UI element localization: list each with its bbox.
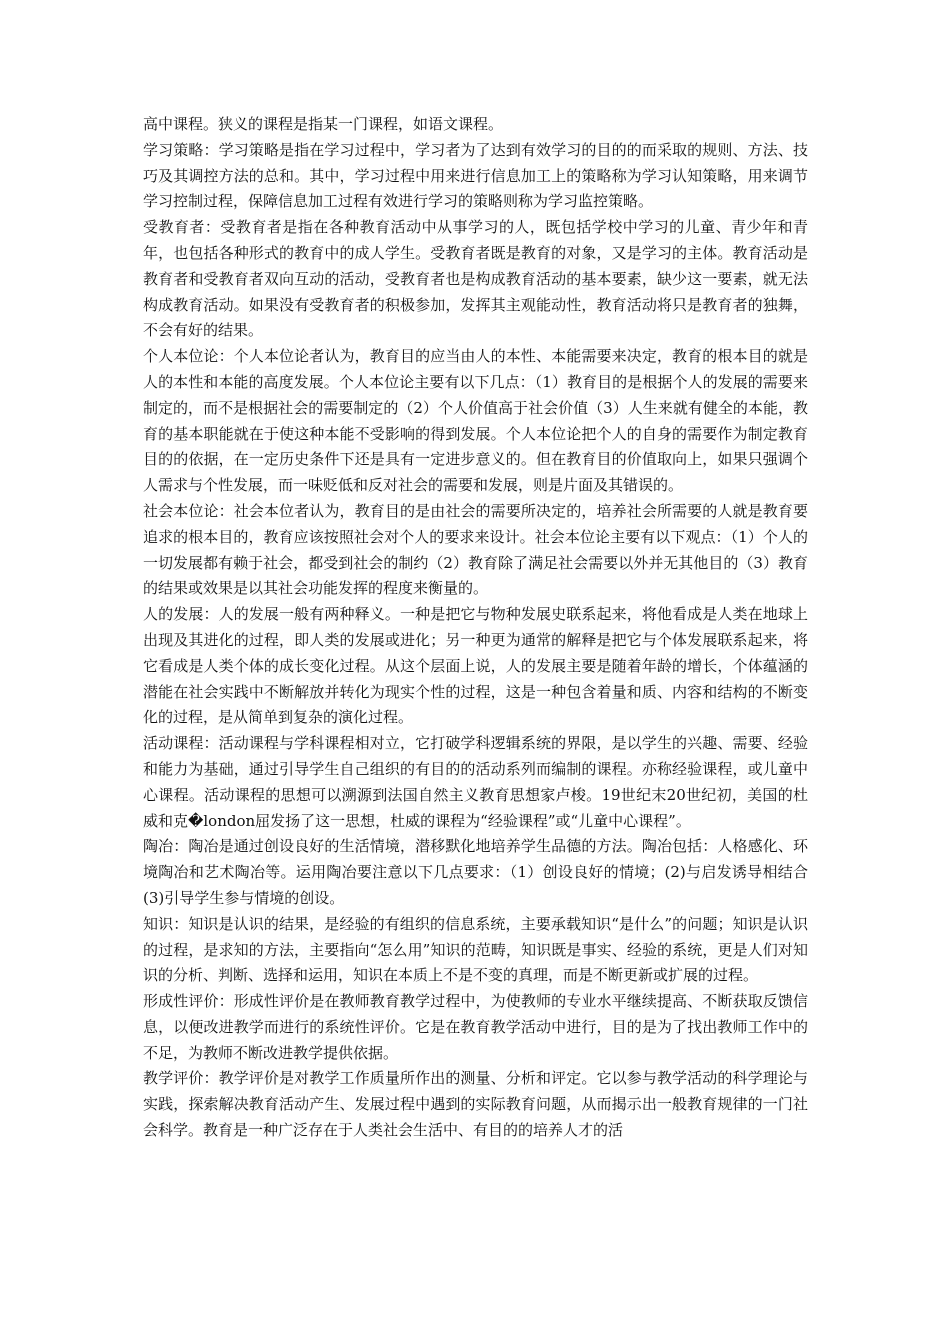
paragraph-knowledge: 知识：知识是认识的结果，是经验的有组织的信息系统，主要承载知识“是什么”的问题；知识是认识的过程，是求知的方法，主要指向“怎么用”知识的范畴，知识既是事实、经验的系统，更是人们对知识的分析、判断、选择和运用，知识在本质上不是不变的真理，而是不断更新或扩展的过程。	[143, 914, 808, 985]
paragraph-formative-evaluation: 形成性评价：形成性评价是在教师教育教学过程中，为使教师的专业水平继续提高、不断获取反馈信息，以便改进教学而进行的系统性评价。它是在教育教学活动中进行，目的是为了找出教师工作中的不足，为教师不断改进教学提供依据。	[143, 992, 808, 1062]
paragraph-activity-curriculum: 活动课程：活动课程与学科课程相对立，它打破学科逻辑系统的界限，是以学生的兴趣、需要、经验和能力为基础，通过引导学生自己组织的有目的的活动系列而编制的课程。亦称经验课程，或儿童中心课程。活动课程的思想可以溯源到法国自然主义教育思想家卢梭。19世纪末20世纪初，美国的杜威和克�london屈发扬了这一思想，杜威的课程为“经验课程”或“儿童中心课程”。	[143, 734, 808, 830]
paragraph-social-standard-theory: 社会本位论：社会本位者认为，教育目的是由社会的需要所决定的，培养社会所需要的人就是教育要追求的根本目的，教育应该按照社会对个人的要求来设计。社会本位论主要有以下观点：（1）个人的一切发展都有赖于社会，都受到社会的制约（2）教育除了满足社会需要以外并无其他目的（3）教育的结果或效果是以其社会功能发挥的程度来衡量的。	[143, 501, 808, 598]
paragraph-learner: 受教育者：受教育者是指在各种教育活动中从事学习的人，既包括学校中学习的儿童、青少年和青年，也包括各种形式的教育中的成人学生。受教育者既是教育的对象，又是学习的主体。教育活动是教育者和受教育者双向互动的活动，受教育者也是构成教育活动的基本要素，缺少这一要素，就无法构成教育活动。如果没有受教育者的积极参加，发挥其主观能动性，教育活动将只是教育者的独舞，不会有好的结果。	[143, 218, 808, 340]
paragraph-cultivation: 陶冶：陶冶是通过创设良好的生活情境，潜移默化地培养学生品德的方法。陶冶包括：人格感化、环境陶冶和艺术陶冶等。运用陶冶要注意以下几点要求：（1）创设良好的情境；(2)与启发诱导相结合(3)引导学生参与情境的创设。	[143, 837, 808, 907]
paragraph-teaching-evaluation: 教学评价：教学评价是对教学工作质量所作出的测量、分析和评定。它以参与教学活动的科学理论与实践，探索解决教育活动产生、发展过程中遇到的实际教育问题，从而揭示出一般教育规律的一门社会科学。教育是一种广泛存在于人类社会生活中、有目的的培养人才的活	[143, 1069, 808, 1140]
paragraph-human-development: 人的发展：人的发展一般有两种释义。一种是把它与物种发展史联系起来，将他看成是人类在地球上出现及其进化的过程，即人类的发展或进化；另一种更为通常的解释是把它与个体发展联系起来，将它看成是人类个体的成长变化过程。从这个层面上说，人的发展主要是随着年龄的增长，个体蕴涵的潜能在社会实践中不断解放并转化为现实个性的过程，这是一种包含着量和质、内容和结构的不断变化的过程，是从简单到复杂的演化过程。	[143, 605, 808, 727]
document-page	[143, 112, 808, 1144]
paragraph-curriculum-tail: 高中课程。狭义的课程是指某一门课程，如语文课程。	[143, 115, 504, 133]
paragraph-individual-standard-theory: 个人本位论：个人本位论者认为，教育目的应当由人的本性、本能需要来决定，教育的根本目的就是人的本性和本能的高度发展。个人本位论主要有以下几点：（1）教育目的是根据个人的发展的需要来制定的，而不是根据社会的需要制定的（2）个人价值高于社会价值（3）人生来就有健全的本能，教育的基本职能就在于使这种本能不受影响的得到发展。个人本位论把个人的自身的需要作为制定教育目的的依据，在一定历史条件下还是具有一定进步意义的。但在教育目的价值取向上，如果只强调个人需求与个性发展，而一味贬低和反对社会的需要和发展，则是片面及其错误的。	[143, 347, 808, 495]
paragraph-learning-strategy: 学习策略：学习策略是指在学习过程中，学习者为了达到有效学习的目的的而采取的规则、方法、技巧及其调控方法的总和。其中，学习过程中用来进行信息加工上的策略称为学习认知策略，用来调节学习控制过程，保障信息加工过程有效进行学习的策略则称为学习监控策略。	[143, 140, 808, 211]
